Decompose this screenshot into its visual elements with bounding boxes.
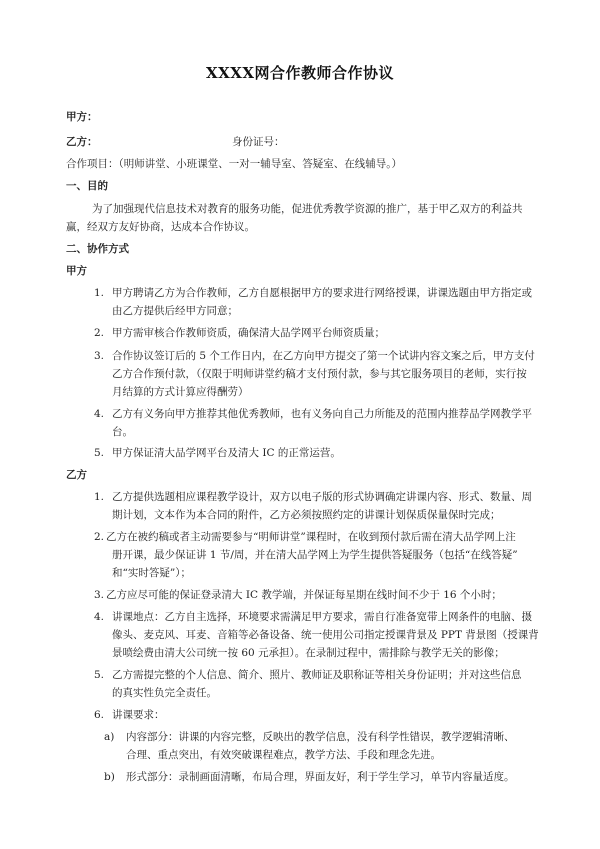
list-item-number: 5. <box>94 447 105 459</box>
sub-item: 形式部分：录制画面清晰，布局合理，界面友好，利于学生学习，单节内容量适度。 <box>126 771 515 783</box>
page-title: XXXX网合作教师合作协议 <box>205 64 395 82</box>
list-item: 讲课要求： <box>112 709 165 721</box>
list-item: 乙方提供选题相应课程教学设计，双方以电子版的形式协调确定讲课内容、形式、数量、周 <box>112 491 532 503</box>
list-item: 甲方聘请乙方为合作教师，乙方自愿根据甲方的要求进行网络授课，讲课选题由甲方指定或 <box>112 287 532 299</box>
list-item-number: 4. <box>94 611 105 623</box>
id-number-label: 身份证号： <box>232 136 285 148</box>
cooperation-items: 合作项目：（明师讲堂、小班课堂、一对一辅导室、答疑室、在线辅导。） <box>66 158 402 170</box>
list-item: 月结算的方式计算应得酬劳） <box>112 386 249 398</box>
section-2-heading: 二、协作方式 <box>66 243 129 255</box>
list-item: 乙方需提完整的个人信息、简介、照片、教师证及职称证等相关身份证明；并对这些信息 <box>112 669 522 681</box>
sub-item: 内容部分：讲课的内容完整，反映出的教学信息，没有科学性错误，教学逻辑清晰、 <box>126 731 515 743</box>
party-b-label: 乙方： <box>66 136 98 148</box>
party-a-heading: 甲方 <box>66 265 87 277</box>
list-item: 乙方合作预付款，（仅限于明师讲堂约稿才支付预付款，参与其它服务项目的老师，实行按 <box>112 368 527 380</box>
list-item-number: 4. <box>94 408 105 420</box>
section-1-text: 为了加强现代信息技术对教育的服务功能，促进优秀教学资源的推广，基于甲乙双方的利益共 <box>92 203 523 215</box>
list-item: 甲方保证清大品学网平台及清大 IC 的正常运营。 <box>112 447 341 459</box>
section-1-text: 赢，经双方友好协商，达成本合作协议。 <box>66 221 255 233</box>
list-item: 合作协议签订后的 5 个工作日内，在乙方向甲方提交了第一个试讲内容文案之后，甲方支付 <box>112 350 535 362</box>
list-item-number: 2. <box>94 327 105 339</box>
list-item: 由乙方提供后经甲方同意； <box>112 305 238 317</box>
section-1-heading: 一、目的 <box>66 180 108 192</box>
list-item-number: 1. <box>94 491 105 503</box>
list-item: 乙方在被约稿或者主动需要参与“明师讲堂”课程时，在收到预付款后需在清大品学网上注 <box>106 531 516 543</box>
list-item-number: 6. <box>94 709 105 721</box>
list-item: 乙方有义务向甲方推荐其他优秀教师，也有义务向自己力所能及的范围内推荐品学网教学平 <box>112 408 532 420</box>
list-item: 和“实时答疑”）； <box>112 567 191 579</box>
list-item-number: 3. <box>94 589 105 601</box>
list-item: 甲方需审核合作教师资质，确保清大品学网平台师资质量； <box>112 327 385 339</box>
sub-item-letter: b) <box>104 771 115 783</box>
list-item-number: 5. <box>94 669 105 681</box>
list-item: 景喷绘费由清大公司统一按 60 元承担）。在录制过程中，需排除与教学无关的影像； <box>112 647 505 659</box>
list-item: 的真实性负完全责任。 <box>112 687 217 699</box>
list-item: 册开课，最少保证讲 1 节/周，并在清大品学网上为学生提供答疑服务（包括“在线答疑” <box>112 549 518 561</box>
list-item: 台。 <box>112 426 133 438</box>
list-item: 讲课地点：乙方自主选择，环境要求需满足甲方要求，需自行准备宽带上网条件的电脑、摄 <box>112 611 532 623</box>
list-item-number: 1. <box>94 287 105 299</box>
sub-item: 合理、重点突出，有效突破课程难点，教学方法、手段和理念先进。 <box>126 749 441 761</box>
list-item: 乙方应尽可能的保证登录清大 IC 教学端，并保证每星期在线时间不少于 16 个小时； <box>106 589 502 601</box>
list-item: 像头、麦克风、耳麦、音箱等必备设备、统一使用公司指定授课背景及 PPT 背景图（授课背 <box>112 629 539 641</box>
list-item-number: 3. <box>94 350 105 362</box>
list-item: 期计划，文本作为本合同的附件，乙方必须按照约定的讲课计划保质保量保时完成； <box>112 509 501 521</box>
party-b-heading: 乙方 <box>66 469 87 481</box>
sub-item-letter: a) <box>104 731 115 743</box>
party-a-label: 甲方： <box>66 111 98 123</box>
list-item-number: 2. <box>94 531 105 543</box>
